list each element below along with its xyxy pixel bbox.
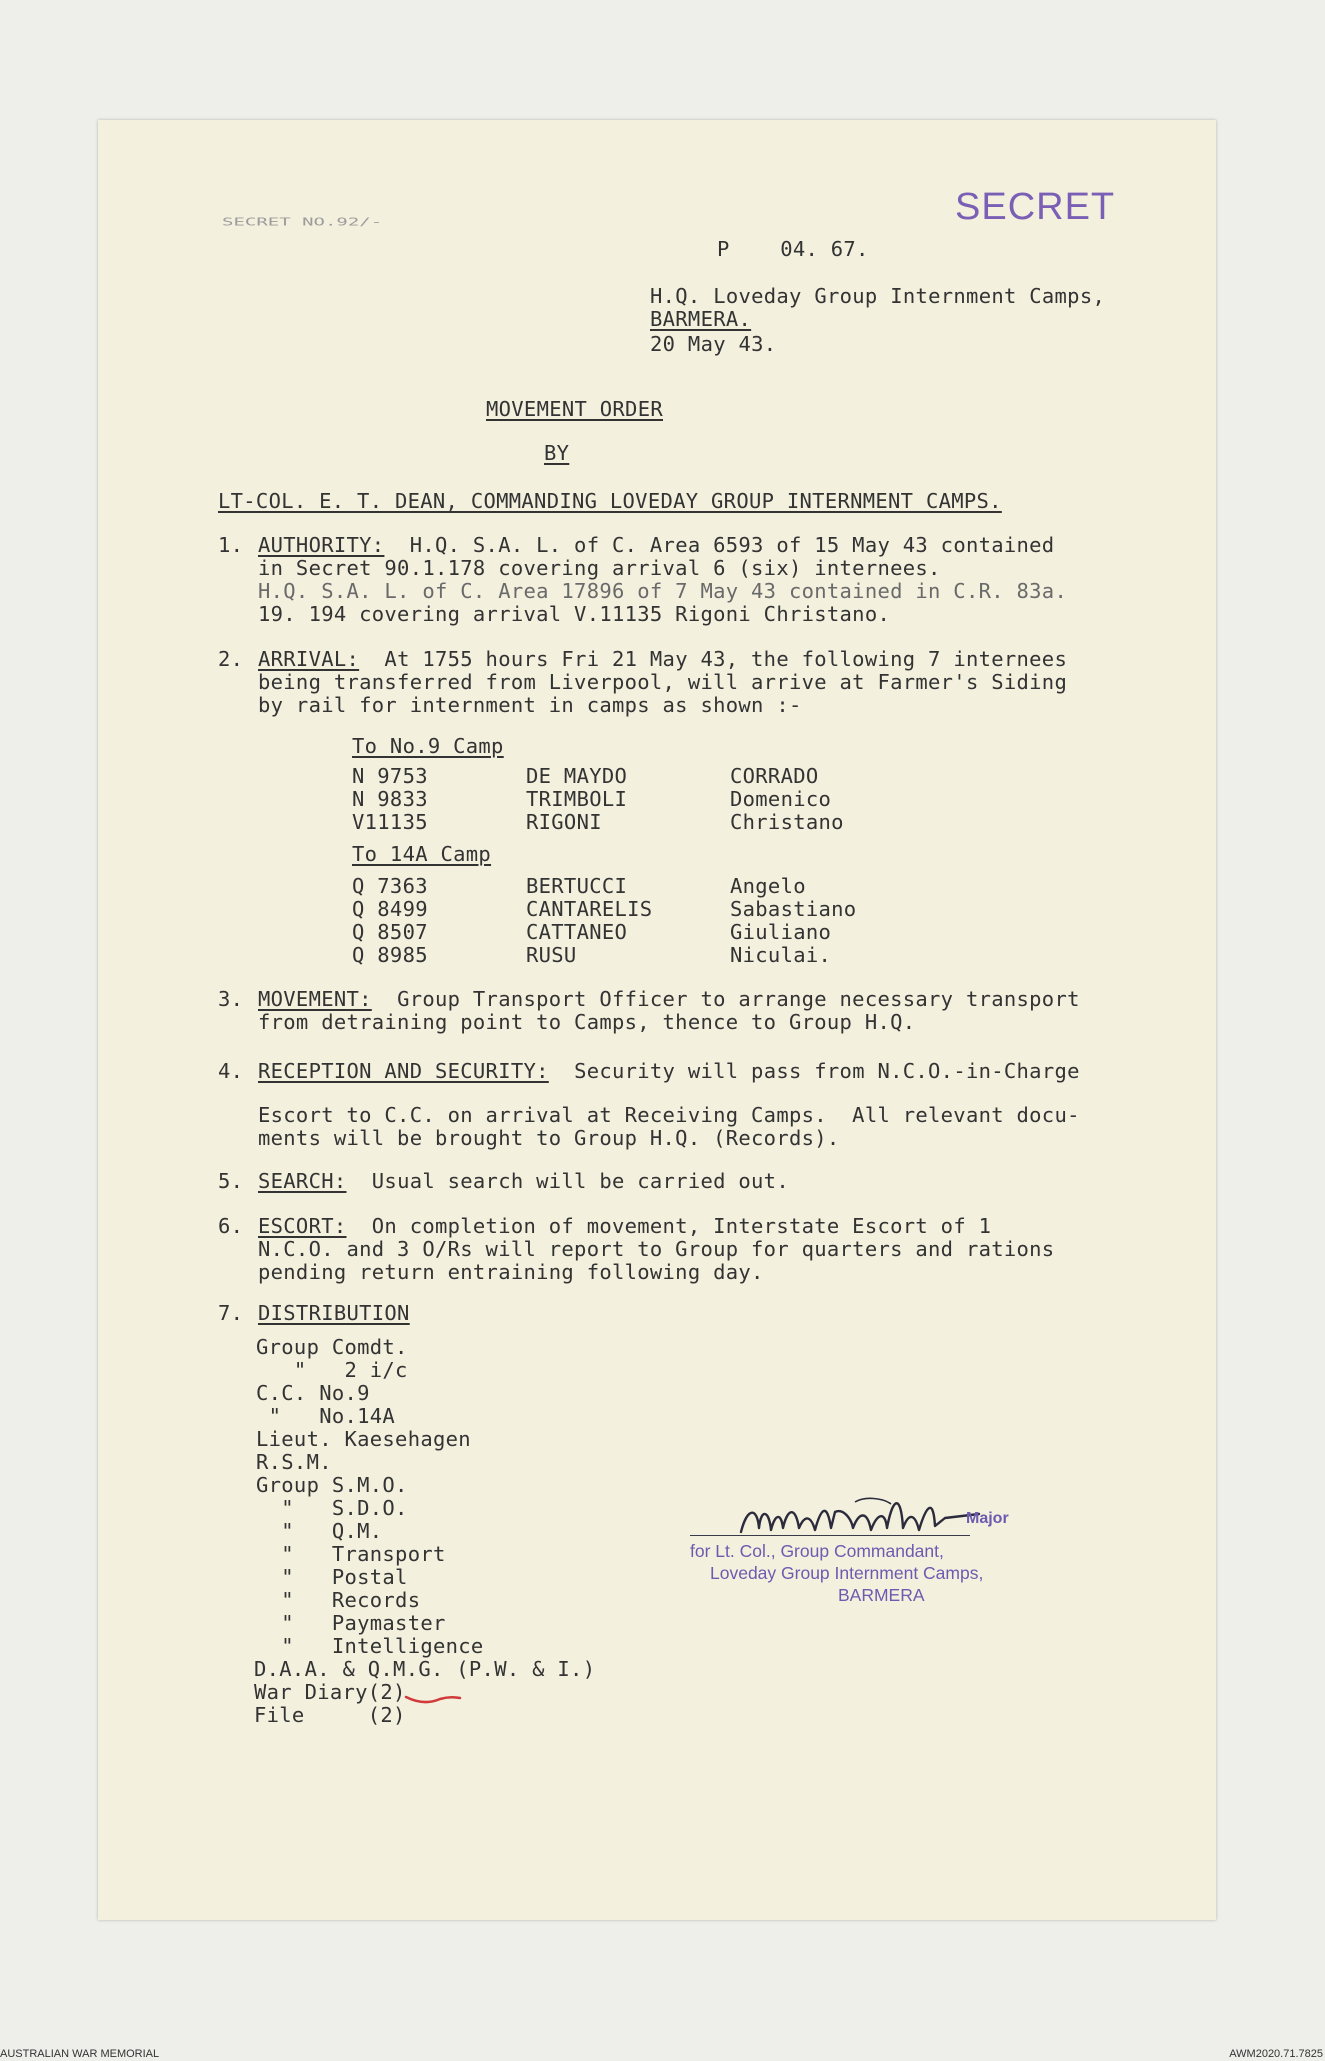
camp-14a-heading: To 14A Camp	[352, 842, 492, 866]
distribution-item: " Records	[256, 1588, 421, 1612]
camp-9-heading: To No.9 Camp	[352, 734, 504, 758]
distribution-item: R.S.M.	[256, 1450, 332, 1474]
archive-footer-right: AWM2020.71.7825	[1229, 2048, 1323, 2060]
para-6-number: 6.	[218, 1214, 244, 1238]
para-6-line-3: pending return entraining following day.	[258, 1260, 764, 1284]
signature-line	[690, 1535, 970, 1536]
para-5-number: 5.	[218, 1169, 244, 1193]
internee-number: Q 7363	[352, 874, 428, 898]
faint-reference-number: SECRET NO.92/-	[222, 216, 383, 229]
internee-number: V11135	[352, 810, 428, 834]
internee-number: Q 8499	[352, 897, 428, 921]
distribution-item: " Intelligence	[256, 1634, 484, 1658]
distribution-item: Group S.M.O.	[256, 1473, 408, 1497]
para-2-heading: ARRIVAL:	[258, 647, 360, 671]
internee-surname: RIGONI	[526, 810, 602, 834]
para-2-line-3: by rail for internment in camps as shown :-	[258, 693, 802, 717]
para-4-line-2: Escort to C.C. on arrival at Receiving Camps. All relevant docu-	[258, 1103, 1080, 1127]
distribution-item: D.A.A. & Q.M.G. (P.W. & I.)	[254, 1657, 596, 1681]
para-6-line-2: N.C.O. and 3 O/Rs will report to Group for quarters and rations	[258, 1237, 1055, 1261]
signature-line-3: BARMERA	[838, 1585, 925, 1605]
para-2-line-2: being transferred from Liverpool, will arrive at Farmer's Siding	[258, 670, 1068, 694]
distribution-item: " Transport	[256, 1542, 446, 1566]
internee-given-name: Niculai.	[730, 943, 832, 967]
document-date: 20 May 43.	[650, 332, 777, 356]
archive-footer-left: AUSTRALIAN WAR MEMORIAL	[0, 2048, 160, 2060]
para-3-heading: MOVEMENT:	[258, 987, 372, 1011]
internee-surname: CANTARELIS	[526, 897, 653, 921]
internee-given-name: Domenico	[730, 787, 832, 811]
para-1-heading: AUTHORITY:	[258, 533, 385, 557]
distribution-item: " Postal	[256, 1565, 408, 1589]
para-2-number: 2.	[218, 647, 244, 671]
distribution-item: Group Comdt.	[256, 1335, 408, 1359]
para-5-line-1: SEARCH: Usual search will be carried out.	[258, 1169, 789, 1193]
para-1-line-2: in Secret 90.1.178 covering arrival 6 (six) internees.	[258, 556, 941, 580]
para-7-heading: DISTRIBUTION	[258, 1301, 410, 1325]
para-3-line-1: MOVEMENT: Group Transport Officer to arrange necessary transport	[258, 987, 1080, 1011]
para-6-heading: ESCORT:	[258, 1214, 347, 1238]
internee-surname: BERTUCCI	[526, 874, 628, 898]
internee-number: Q 8985	[352, 943, 428, 967]
document-title: MOVEMENT ORDER	[486, 397, 663, 421]
title-by: BY	[544, 441, 570, 465]
internee-surname: TRIMBOLI	[526, 787, 628, 811]
commander-line: LT-COL. E. T. DEAN, COMMANDING LOVEDAY GROUP INTERNMENT CAMPS.	[218, 489, 1002, 513]
para-4-heading: RECEPTION AND SECURITY:	[258, 1059, 549, 1083]
distribution-item: C.C. No.9	[256, 1381, 370, 1405]
distribution-item: " S.D.O.	[256, 1496, 408, 1520]
para-6-line-1: ESCORT: On completion of movement, Interstate Escort of 1	[258, 1214, 992, 1238]
file-reference: P 04. 67.	[717, 237, 869, 261]
internee-surname: CATTANEO	[526, 920, 628, 944]
para-4-line-1: RECEPTION AND SECURITY: Security will pass from N.C.O.-in-Charge	[258, 1059, 1080, 1083]
distribution-item: " Paymaster	[256, 1611, 446, 1635]
internee-given-name: Angelo	[730, 874, 806, 898]
hq-address: H.Q. Loveday Group Internment Camps,	[650, 284, 1106, 308]
internee-given-name: Sabastiano	[730, 897, 857, 921]
para-1-line-4: 19. 194 covering arrival V.11135 Rigoni Christano.	[258, 602, 891, 626]
para-3-line-2: from detraining point to Camps, thence to Group H.Q.	[258, 1010, 916, 1034]
para-4-number: 4.	[218, 1059, 244, 1083]
signature-line-1: for Lt. Col., Group Commandant,	[690, 1541, 944, 1561]
para-3-number: 3.	[218, 987, 244, 1011]
distribution-item: " 2 i/c	[256, 1358, 408, 1382]
para-4-line-3: ments will be brought to Group H.Q. (Records).	[258, 1126, 840, 1150]
red-pencil-mark	[404, 1692, 464, 1706]
distribution-item: War Diary(2)	[254, 1680, 406, 1704]
internee-given-name: CORRADO	[730, 764, 819, 788]
para-1-line-3: H.Q. S.A. L. of C. Area 17896 of 7 May 43 contained in C.R. 83a.	[258, 579, 1068, 603]
distribution-item: Lieut. Kaesehagen	[256, 1427, 471, 1451]
distribution-item: File (2)	[254, 1703, 406, 1727]
secret-stamp: SECRET	[955, 186, 1116, 228]
para-1-line-1: AUTHORITY: H.Q. S.A. L. of C. Area 6593 of 15 May 43 contained	[258, 533, 1055, 557]
signature-line-2: Loveday Group Internment Camps,	[710, 1563, 984, 1583]
distribution-item: " No.14A	[256, 1404, 396, 1428]
internee-given-name: Christano	[730, 810, 844, 834]
para-5-heading: SEARCH:	[258, 1169, 347, 1193]
para-2-line-1: ARRIVAL: At 1755 hours Fri 21 May 43, the following 7 internees	[258, 647, 1068, 671]
internee-number: N 9833	[352, 787, 428, 811]
para-1-number: 1.	[218, 533, 244, 557]
internee-given-name: Giuliano	[730, 920, 832, 944]
internee-surname: RUSU	[526, 943, 577, 967]
internee-number: Q 8507	[352, 920, 428, 944]
para-7-number: 7.	[218, 1301, 244, 1325]
internee-number: N 9753	[352, 764, 428, 788]
signature-rank: Major	[966, 1510, 1009, 1527]
internee-surname: DE MAYDO	[526, 764, 628, 788]
hq-place: BARMERA.	[650, 307, 752, 331]
distribution-item: " Q.M.	[256, 1519, 383, 1543]
